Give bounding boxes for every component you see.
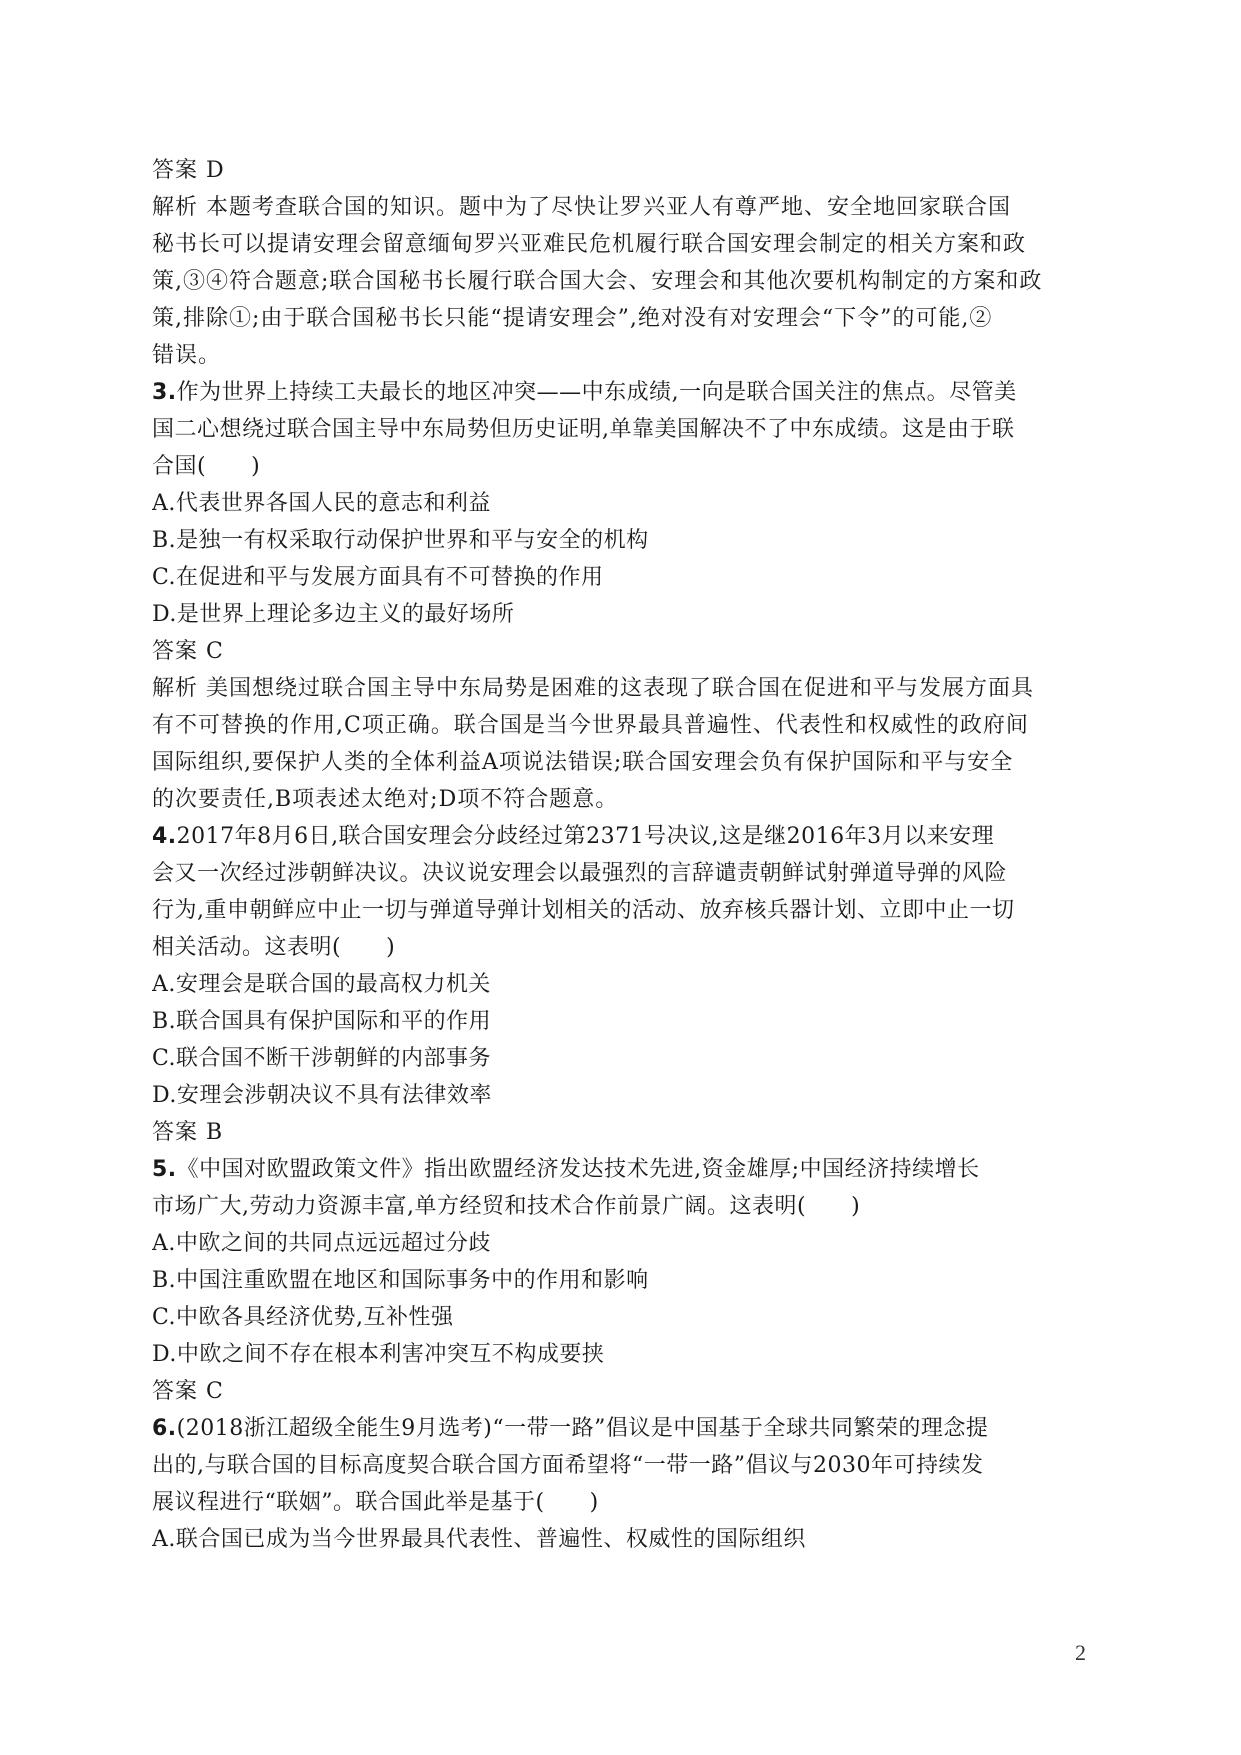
question-number: 3. (152, 380, 177, 405)
option-line: D.中欧之间不存在根本利害冲突互不构成要挟 (152, 1342, 605, 1367)
question-number: 5. (152, 1157, 177, 1182)
option-line: C.联合国不断干涉朝鲜的内部事务 (152, 1046, 492, 1071)
analysis-line: 策,③④符合题意;联合国秘书长履行联合国大会、安理会和其他次要机构制定的方案和政 (152, 269, 1043, 294)
answer-line: 答案 C (152, 639, 224, 664)
question-text: 作为世界上持续工夫最长的地区冲突——中东成绩,一向是联合国关注的焦点。尽管美 (176, 380, 1017, 405)
question-line (152, 1410, 1127, 1447)
option-line: D.安理会涉朝决议不具有法律效率 (152, 1083, 492, 1108)
answer-line: 答案 D (152, 158, 225, 183)
question-text: 《中国对欧盟政策文件》指出欧盟经济发达技术先进,资金雄厚;中国经济持续增长 (176, 1157, 980, 1182)
option-line: B.中国注重欧盟在地区和国际事务中的作用和影响 (152, 1268, 649, 1293)
analysis-line: 策,排除①;由于联合国秘书长只能“提请安理会”,绝对没有对安理会“下令”的可能,② (152, 306, 993, 331)
question-line (152, 1484, 1127, 1521)
question-text: 展议程进行“联姻”。联合国此举是基于( ) (152, 1490, 599, 1515)
question-text: 行为,重申朝鲜应中止一切与弹道导弹计划相关的活动、放弃核兵器计划、立即中止一切 (152, 898, 1015, 923)
question-line (152, 411, 1127, 448)
option-line: C.在促进和平与发展方面具有不可替换的作用 (152, 565, 604, 590)
question-number: 6. (152, 1416, 177, 1441)
question-number: 4. (152, 824, 177, 849)
question-text: 国二心想绕过联合国主导中东局势但历史证明,单靠美国解决不了中东成绩。这是由于联 (152, 417, 1015, 442)
answer-line: 答案 C (152, 1379, 224, 1404)
analysis-line: 国际组织,要保护人类的全体利益A项说法错误;联合国安理会负有保护国际和平与安全 (152, 750, 1014, 775)
option-line: D.是世界上理论多边主义的最好场所 (152, 602, 515, 627)
option-line: A.安理会是联合国的最高权力机关 (152, 972, 491, 997)
question-text: 出的,与联合国的目标高度契合联合国方面希望将“一带一路”倡议与2030年可持续发 (152, 1453, 984, 1478)
question-line (152, 1151, 1127, 1188)
question-line (152, 448, 1127, 485)
answer-line: 答案 B (152, 1120, 224, 1145)
question-text: 会又一次经过涉朝鲜决议。决议说安理会以最强烈的言辞谴责朝鲜试射弹道导弹的风险 (152, 861, 1008, 886)
question-line (152, 374, 1127, 411)
analysis-line: 秘书长可以提请安理会留意缅甸罗兴亚难民危机履行联合国安理会制定的相关方案和政 (152, 232, 1027, 257)
analysis-line: 解析 美国想绕过联合国主导中东局势是困难的这表现了联合国在促进和平与发展方面具 (152, 676, 1034, 701)
analysis-line: 的次要责任,B项表述太绝对;D项不符合题意。 (152, 787, 619, 812)
question-text: 2017年8月6日,联合国安理会分歧经过第2371号决议,这是继2016年3月以来安理 (176, 824, 995, 849)
option-line: A.联合国已成为当今世界最具代表性、普遍性、权威性的国际组织 (152, 1527, 806, 1552)
question-line (152, 929, 1127, 966)
question-text: (2018浙江超级全能生9月选考)“一带一路”倡议是中国基于全球共同繁荣的理念提 (176, 1416, 989, 1441)
analysis-line: 错误。 (152, 343, 222, 368)
option-line: A.中欧之间的共同点远远超过分歧 (152, 1231, 491, 1256)
question-line (152, 1447, 1127, 1484)
question-line (152, 1188, 1127, 1225)
question-text: 合国( ) (152, 454, 261, 479)
option-line: B.是独一有权采取行动保护世界和平与安全的机构 (152, 528, 649, 553)
question-text: 市场广大,劳动力资源丰富,单方经贸和技术合作前景广阔。这表明( ) (152, 1194, 861, 1219)
option-line: B.联合国具有保护国际和平的作用 (152, 1009, 492, 1034)
question-text: 相关活动。这表明( ) (152, 935, 396, 960)
document-body (152, 152, 1127, 1558)
analysis-line: 有不可替换的作用,C项正确。联合国是当今世界最具普遍性、代表性和权威性的政府间 (152, 713, 1029, 738)
analysis-line: 解析 本题考查联合国的知识。题中为了尽快让罗兴亚人有尊严地、安全地回家联合国 (152, 195, 1011, 220)
page-number: 2 (1075, 1640, 1086, 1665)
option-line: C.中欧各具经济优势,互补性强 (152, 1305, 454, 1330)
question-line (152, 855, 1127, 892)
question-line (152, 892, 1127, 929)
option-line: A.代表世界各国人民的意志和利益 (152, 491, 491, 516)
question-line (152, 818, 1127, 855)
